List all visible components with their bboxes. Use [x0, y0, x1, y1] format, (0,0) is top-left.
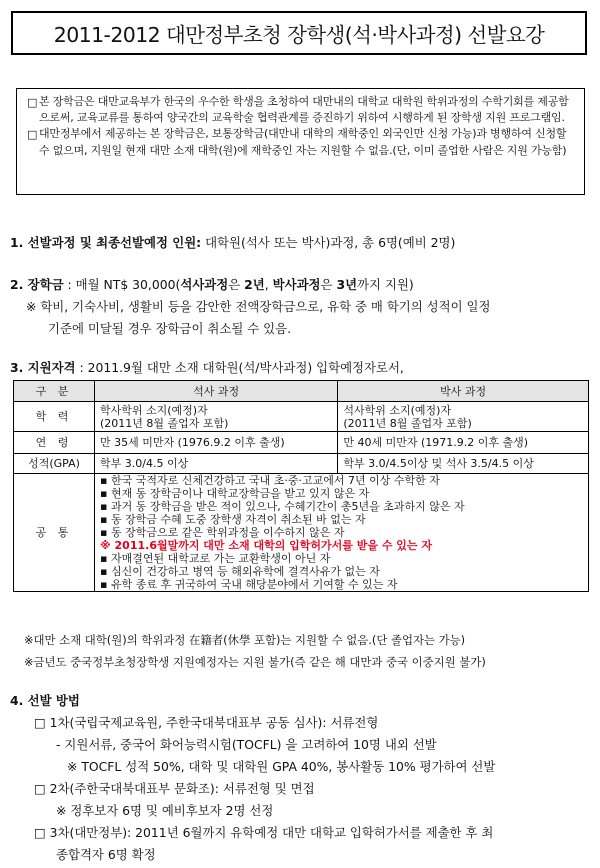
intro-text: 본 장학금은 대만교육부가 한국의 우수한 학생을 초청하여 대만내의 대학교 대학원 학위과정의 수학기회를 제공함으로써, 교육교류를 통하여 양국간의 교육학술 협력관계를 증진하기 위하여 시행하게 된 장학생 지원 프로그램임. [39, 95, 569, 125]
table-cell: 만 35세 미만자 (1976.9.2 이후 출생) [95, 432, 338, 454]
section-3-text: : 2011.9월 대만 소재 대학원(석/박사과정) 입학예정자로서, [75, 360, 404, 375]
section-2-text: 은 [320, 277, 337, 292]
section-2-bold: 3년 [336, 277, 358, 292]
row-label: 연 령 [14, 432, 95, 454]
section-4-line: 종합격자 6명 확정 [56, 847, 156, 862]
section-4-line: □ 1차(국립국제교육원, 주한국대북대표부 공동 심사): 서류전형 [34, 715, 379, 730]
section-1-text: 대학원(석사 또는 박사)과정, 총 6명(예비 2명) [201, 235, 456, 250]
section-2-bold: 2년 [244, 277, 265, 292]
intro-box [16, 88, 585, 195]
list-item: ▪ 과거 동 장학금을 받은 적이 있으나, 수혜기간이 총5년을 초과하지 않은 자 [100, 500, 465, 513]
row-label: 성적(GPA) [14, 454, 95, 474]
table-cell: 석사학위 소지(예정)자 (2011년 8월 졸업자 포함) [338, 402, 589, 432]
table-row-common [14, 474, 589, 592]
section-4-line: □ 3차(대만정부): 2011년 6월까지 유학예정 대만 대학교 입학허가서를 제출한 후 최 [34, 825, 494, 840]
highlight-requirement: ※ 2011.6월말까지 대만 소재 대학의 입학허가서를 받을 수 있는 자 [100, 539, 433, 552]
section-4-line: - 지원서류, 중국어 화어능력시험(TOCFL) 을 고려하여 10명 내외 선발 [56, 737, 437, 752]
section-2-text: 까지 지원) [357, 277, 414, 292]
table-header-cell: 석사 과정 [95, 381, 338, 402]
table-header-row [14, 381, 589, 402]
section-2 [10, 275, 414, 293]
list-item: ▪ 한국 국적자로 신체건강하고 국내 초·중·고교에서 7년 이상 수학한 자 [100, 474, 440, 487]
table-row [14, 432, 589, 454]
section-3 [10, 358, 404, 376]
list-item: ▪ 동 장학금 수혜 도중 장학생 자격이 취소된 바 없는 자 [100, 513, 366, 526]
section-2-note-line1: ※ 학비, 기숙사비, 생활비 등을 감안한 전액장학금으로, 유학 중 매 학기의 성적이 일정 [26, 299, 491, 314]
page-title: 2011-2012 대만정부초청 장학생(석·박사과정) 선발요강 [53, 23, 545, 47]
common-requirements [95, 474, 589, 592]
section-3-heading: 3. 지원자격 [10, 360, 76, 375]
checkbox-square-icon: □ [27, 128, 38, 142]
list-item: ▪ 자매결연된 대학교로 가는 교환학생이 아닌 자 [100, 552, 331, 565]
list-item: ▪ 심신이 건강하고 병역 등 해외유학에 결격사유가 없는 자 [100, 565, 380, 578]
table-cell: 학사학위 소지(예정)자 (2011년 8월 졸업자 포함) [95, 402, 338, 432]
section-1-heading: 1. 선발과정 및 최종선발예정 인원: [10, 235, 202, 250]
section-4-line: ※ 정후보자 6명 및 예비후보자 2명 선정 [56, 803, 274, 818]
table-cell: 학부 3.0/4.5 이상 [95, 454, 338, 474]
title-box [11, 11, 587, 55]
section-4-line: □ 2차(주한국대북대표부 문화조): 서류전형 및 면접 [34, 781, 315, 796]
section-4-line: ※ TOCFL 성적 50%, 대학 및 대학원 GPA 40%, 봉사활동 10% 평가하여 선발 [67, 759, 496, 774]
section-1 [10, 233, 455, 251]
row-label: 학 력 [14, 402, 95, 432]
row-label: 공 통 [14, 474, 95, 592]
table-header-cell: 구 분 [14, 381, 95, 402]
list-item: ▪ 현재 동 장학금이나 대학교장학금을 받고 있지 않은 자 [100, 487, 370, 500]
table-row [14, 454, 589, 474]
section-2-note-line2: 기준에 미달될 경우 장학금이 취소될 수 있음. [48, 321, 292, 336]
list-item: ▪ 동 장학금으로 같은 학위과정을 이수하지 않은 자 [100, 526, 345, 539]
qualification-table [13, 380, 589, 592]
section-2-text: , [264, 277, 273, 292]
section-2-heading: 2. 장학금 [10, 277, 64, 292]
section-3-note1: ※대만 소재 대학(원)의 학위과정 在籍者(休學 포함)는 지원할 수 없음.(단 졸업자는 가능) [24, 633, 466, 647]
table-cell: 만 40세 미만자 (1971.9.2 이후 출생) [338, 432, 589, 454]
table-row [14, 402, 589, 432]
intro-text: 대만정부에서 제공하는 본 장학금은, 보통장학금(대만내 대학의 재학중인 외국인만 신청 가능)과 병행하여 신청할 수 없으며, 지원일 현재 대만 소재 대학(원)에 재학중인 자는 지원할 수 없음.(단, 이미 졸업한 사람은 지원 가능함) [39, 127, 567, 157]
intro-item [27, 126, 576, 158]
section-2-text: 은 [228, 277, 245, 292]
section-3-note2: ※금년도 중국정부초청장학생 지원예정자는 지원 불가(즉 같은 해 대만과 중국 이중지원 불가) [24, 655, 486, 669]
section-2-text: : 매월 NT$ 30,000( [63, 277, 181, 292]
table-cell: 학부 3.0/4.5이상 및 석사 3.5/4.5 이상 [338, 454, 589, 474]
table-header-cell: 박사 과정 [338, 381, 589, 402]
section-4-heading: 4. 선발 방법 [10, 693, 80, 708]
section-2-bold: 박사과정 [272, 277, 321, 292]
checkbox-square-icon: □ [27, 96, 38, 109]
list-item: ▪ 유학 종료 후 귀국하여 국내 해당분야에서 기여할 수 있는 자 [100, 578, 398, 591]
intro-item [27, 94, 576, 126]
section-2-bold: 석사과정 [180, 277, 229, 292]
